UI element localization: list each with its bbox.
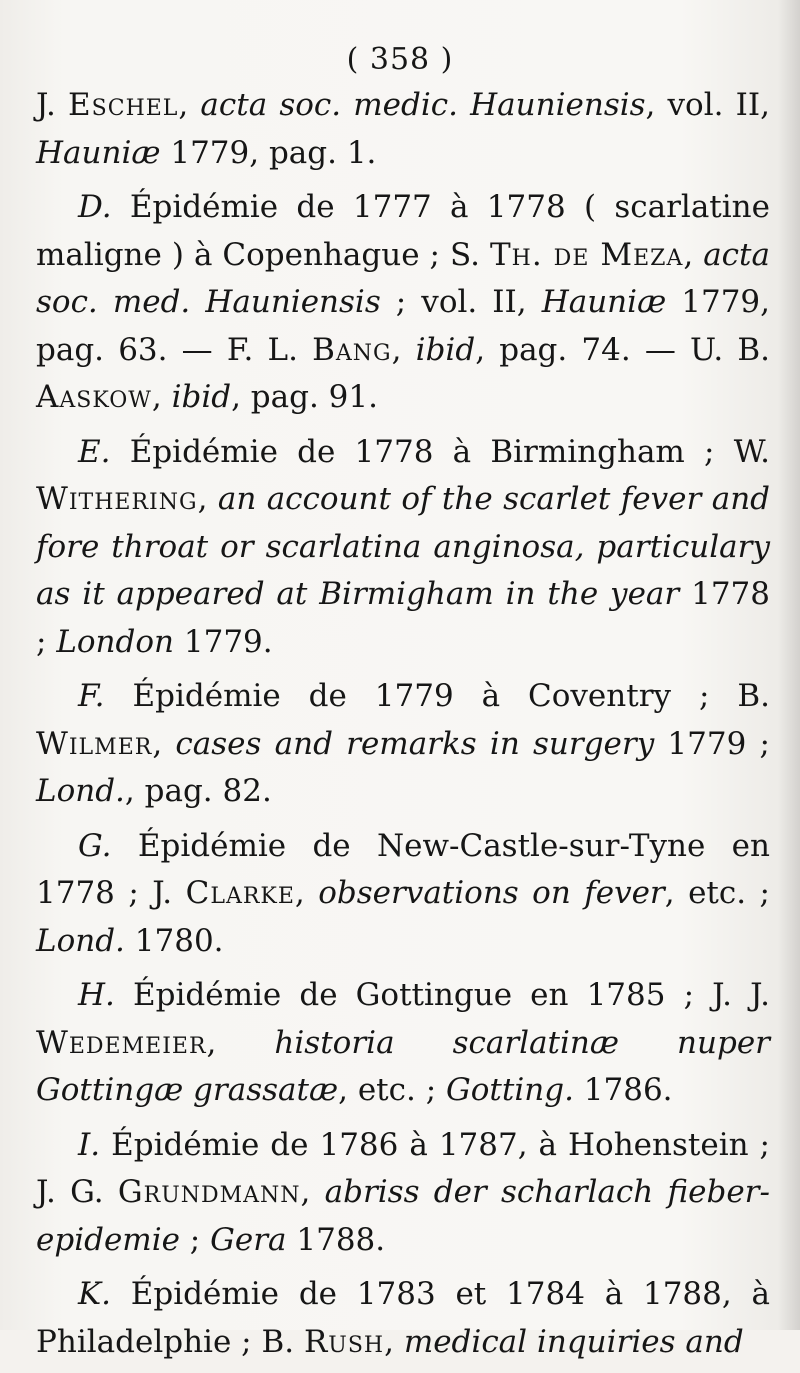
italic-text: an account of the scarlet fever and fore throat or scarlatina anginosa, particulary as it appeared at Birmigham in the year [36,481,771,612]
text-run: 1779, pag. 1. [160,134,377,171]
italic-text: cases and remarks in surgery [175,725,655,762]
italic-text: G. [78,827,112,864]
text-run: Épidémie de 1783 et 1784 à 1788, à Philadelphie ; B. [36,1276,770,1360]
text-run: 1779. [174,623,273,660]
italic-text: Hauniæ [541,284,667,320]
italic-text: E. [78,433,111,470]
italic-text: K. [78,1276,112,1312]
italic-text: medical inquiries and [403,1323,744,1360]
text-run: , vol. II, [645,87,770,123]
text-run: ; [179,1221,211,1258]
text-run: , pag. 82. [124,773,272,809]
text-run: , [391,331,416,368]
author-name: Rush [303,1323,385,1360]
author-name: Wedemeier [36,1024,207,1061]
text-run: Épidémie de 1778 à Birmingham ; W. [110,433,770,470]
text-run: , [151,379,172,415]
italic-text: observations on fever [318,875,665,911]
text-run: , [300,1174,325,1210]
italic-text: H. [78,977,115,1013]
text-run: Épidémie de 1777 à 1778 ( scarlatine maligne ) à Copenhague ; S. [36,189,770,273]
paragraph-section-e [36,429,770,667]
italic-text: Lond. [36,773,125,809]
text-run: Épidémie de New-Castle-sur-Tyne en 1778 ; J. [36,827,770,911]
author-name: Bang [312,331,392,368]
text-run: , [178,87,201,123]
page-edge-shadow [778,0,800,1330]
author-name: Wilmer [36,725,153,762]
paragraph-section-k [36,1271,770,1366]
paragraph-section-g [36,823,770,966]
italic-text: Hauniæ [36,134,161,171]
text-run: , pag. 91. [231,379,378,415]
italic-text: acta soc. med. Hauniensis [36,236,770,320]
italic-text: D. [78,189,112,225]
author-name: Aaskow [36,379,152,415]
text-run: Épidémie de Gottingue en 1785 ; J. J. [114,977,770,1013]
text-run: 1780. [124,922,224,959]
italic-text: ibid [171,379,232,415]
text-run: , [683,236,704,273]
text-run: 1786. [573,1072,673,1108]
text-run: , [152,725,176,762]
italic-text: Gera [210,1221,287,1258]
italic-text: Lond. [36,922,125,959]
text-run: J. [36,87,69,123]
paragraph-section-d [36,184,770,422]
text-run: , [294,875,319,911]
paragraph-section-h [36,972,770,1115]
italic-text: London [56,623,175,660]
page-number: ( 358 ) [346,42,454,77]
italic-text: I. [78,1126,101,1163]
italic-text: historia scarlatinæ nuper Gottingæ grassatæ [36,1024,770,1108]
paragraph-section-f [36,673,770,816]
text-run: 1778 ; [36,576,770,660]
text-run: Épidémie de 1779 à Coventry ; B. [104,678,770,714]
author-name: Th. de Meza [489,236,684,273]
paragraph-section-i [36,1122,770,1265]
author-name: Eschel [68,87,179,123]
author-name: Clarke [185,875,295,911]
italic-text: ibid [415,331,476,368]
text-run: , pag. 74. — U. B. [475,331,770,368]
text-run: , [206,1024,275,1061]
text-run: , etc. ; [664,875,771,911]
text-run: 1779, pag. 63. — F. L. [36,284,771,368]
text-run: 1779 ; [654,725,770,762]
text-run: , [384,1323,404,1360]
text-run: , etc. ; [338,1072,446,1108]
page-text [36,82,770,1373]
italic-text: F. [78,678,105,714]
author-name: Grundmann [117,1174,301,1210]
text-run: ; vol. II, [380,284,542,320]
text-run: Épidémie de 1786 à 1787, à Hohenstein ; J. G. [36,1126,770,1210]
italic-text: acta soc. medic. Hauniensis [200,87,646,123]
author-name: Withering [36,481,198,517]
text-run: 1788. [286,1221,386,1258]
text-run: , [197,481,218,517]
paragraph-continuation [36,82,770,177]
italic-text: Gotting. [446,1072,574,1108]
italic-text: abriss der scharlach fieber-epidemie [36,1174,770,1258]
